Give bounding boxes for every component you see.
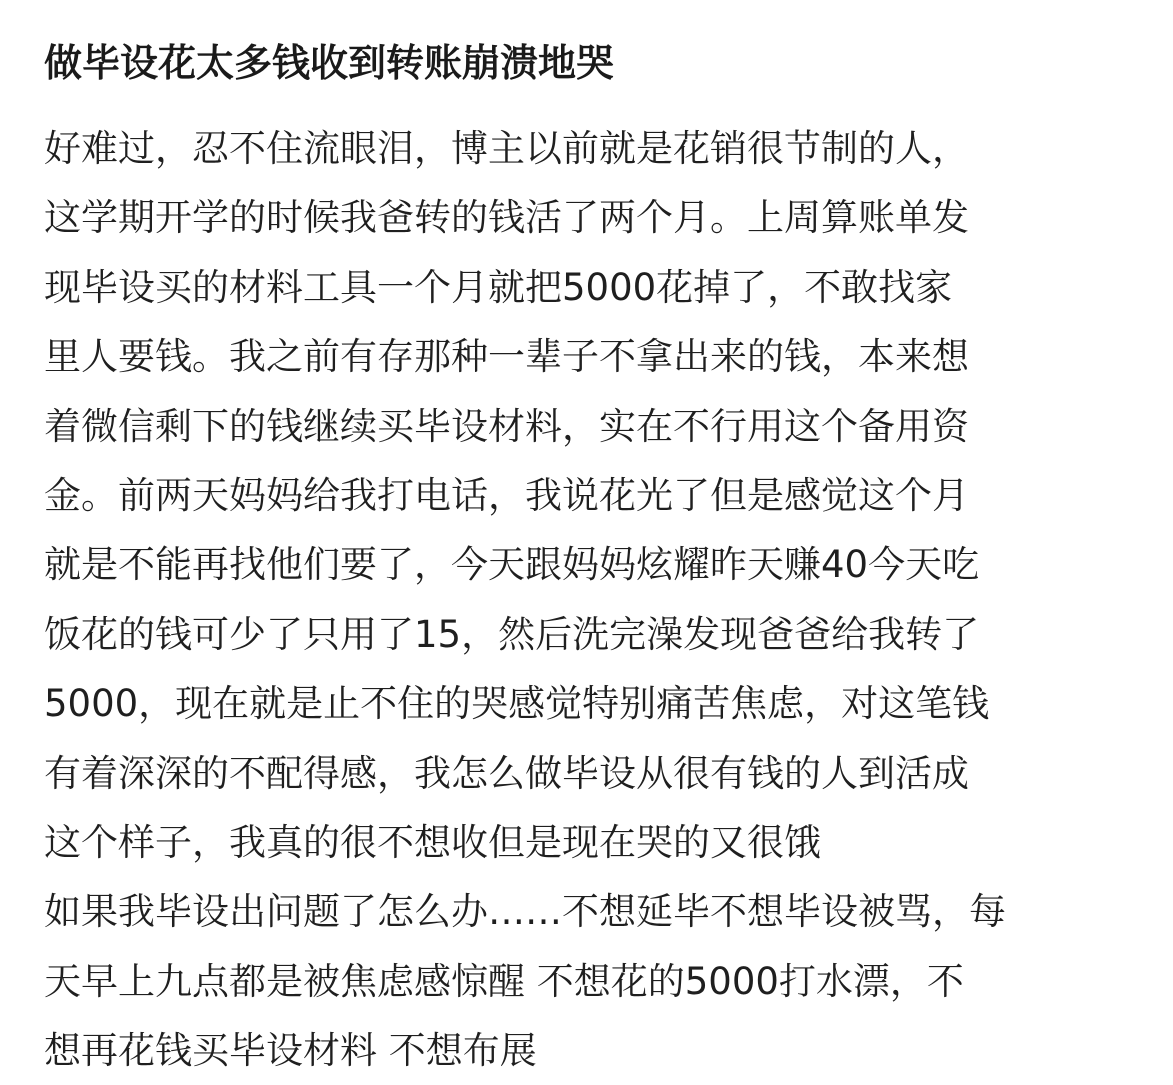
post-line: 想再花钱买毕设材料 不想布展	[44, 1029, 537, 1073]
post-line: 现毕设买的材料工具一个月就把5000花掉了，不敢找家	[44, 265, 953, 309]
post-line: 5000，现在就是止不住的哭感觉特别痛苦焦虑，对这笔钱	[44, 682, 990, 726]
post-line: 有着深深的不配得感，我怎么做毕设从很有钱的人到活成	[44, 751, 969, 795]
post-line: 天早上九点都是被焦虑感惊醒 不想花的5000打水漂，不	[44, 959, 964, 1003]
post-line: 这个样子，我真的很不想收但是现在哭的又很饿	[44, 820, 821, 864]
post-line: 如果我毕设出问题了怎么办……不想延毕不想毕设被骂，每	[44, 890, 1006, 934]
post-body	[44, 114, 1154, 1085]
post-line: 着微信剩下的钱继续买毕设材料，实在不行用这个备用资	[44, 404, 969, 448]
post-line: 好难过，忍不住流眼泪，博主以前就是花销很节制的人，	[44, 127, 969, 170]
post-title: 做毕设花太多钱收到转账崩溃地哭	[44, 41, 615, 85]
post-line: 里人要钱。我之前有存那种一辈子不拿出来的钱，本来想	[44, 335, 969, 379]
post-line: 饭花的钱可少了只用了15，然后洗完澡发现爸爸给我转了	[44, 612, 980, 656]
post-line: 这学期开学的时候我爸转的钱活了两个月。上周算账单发	[44, 196, 969, 240]
post-line: 就是不能再找他们要了，今天跟妈妈炫耀昨天赚40今天吃	[44, 543, 980, 587]
post-line: 金。前两天妈妈给我打电话，我说花光了但是感觉这个月	[44, 473, 969, 517]
